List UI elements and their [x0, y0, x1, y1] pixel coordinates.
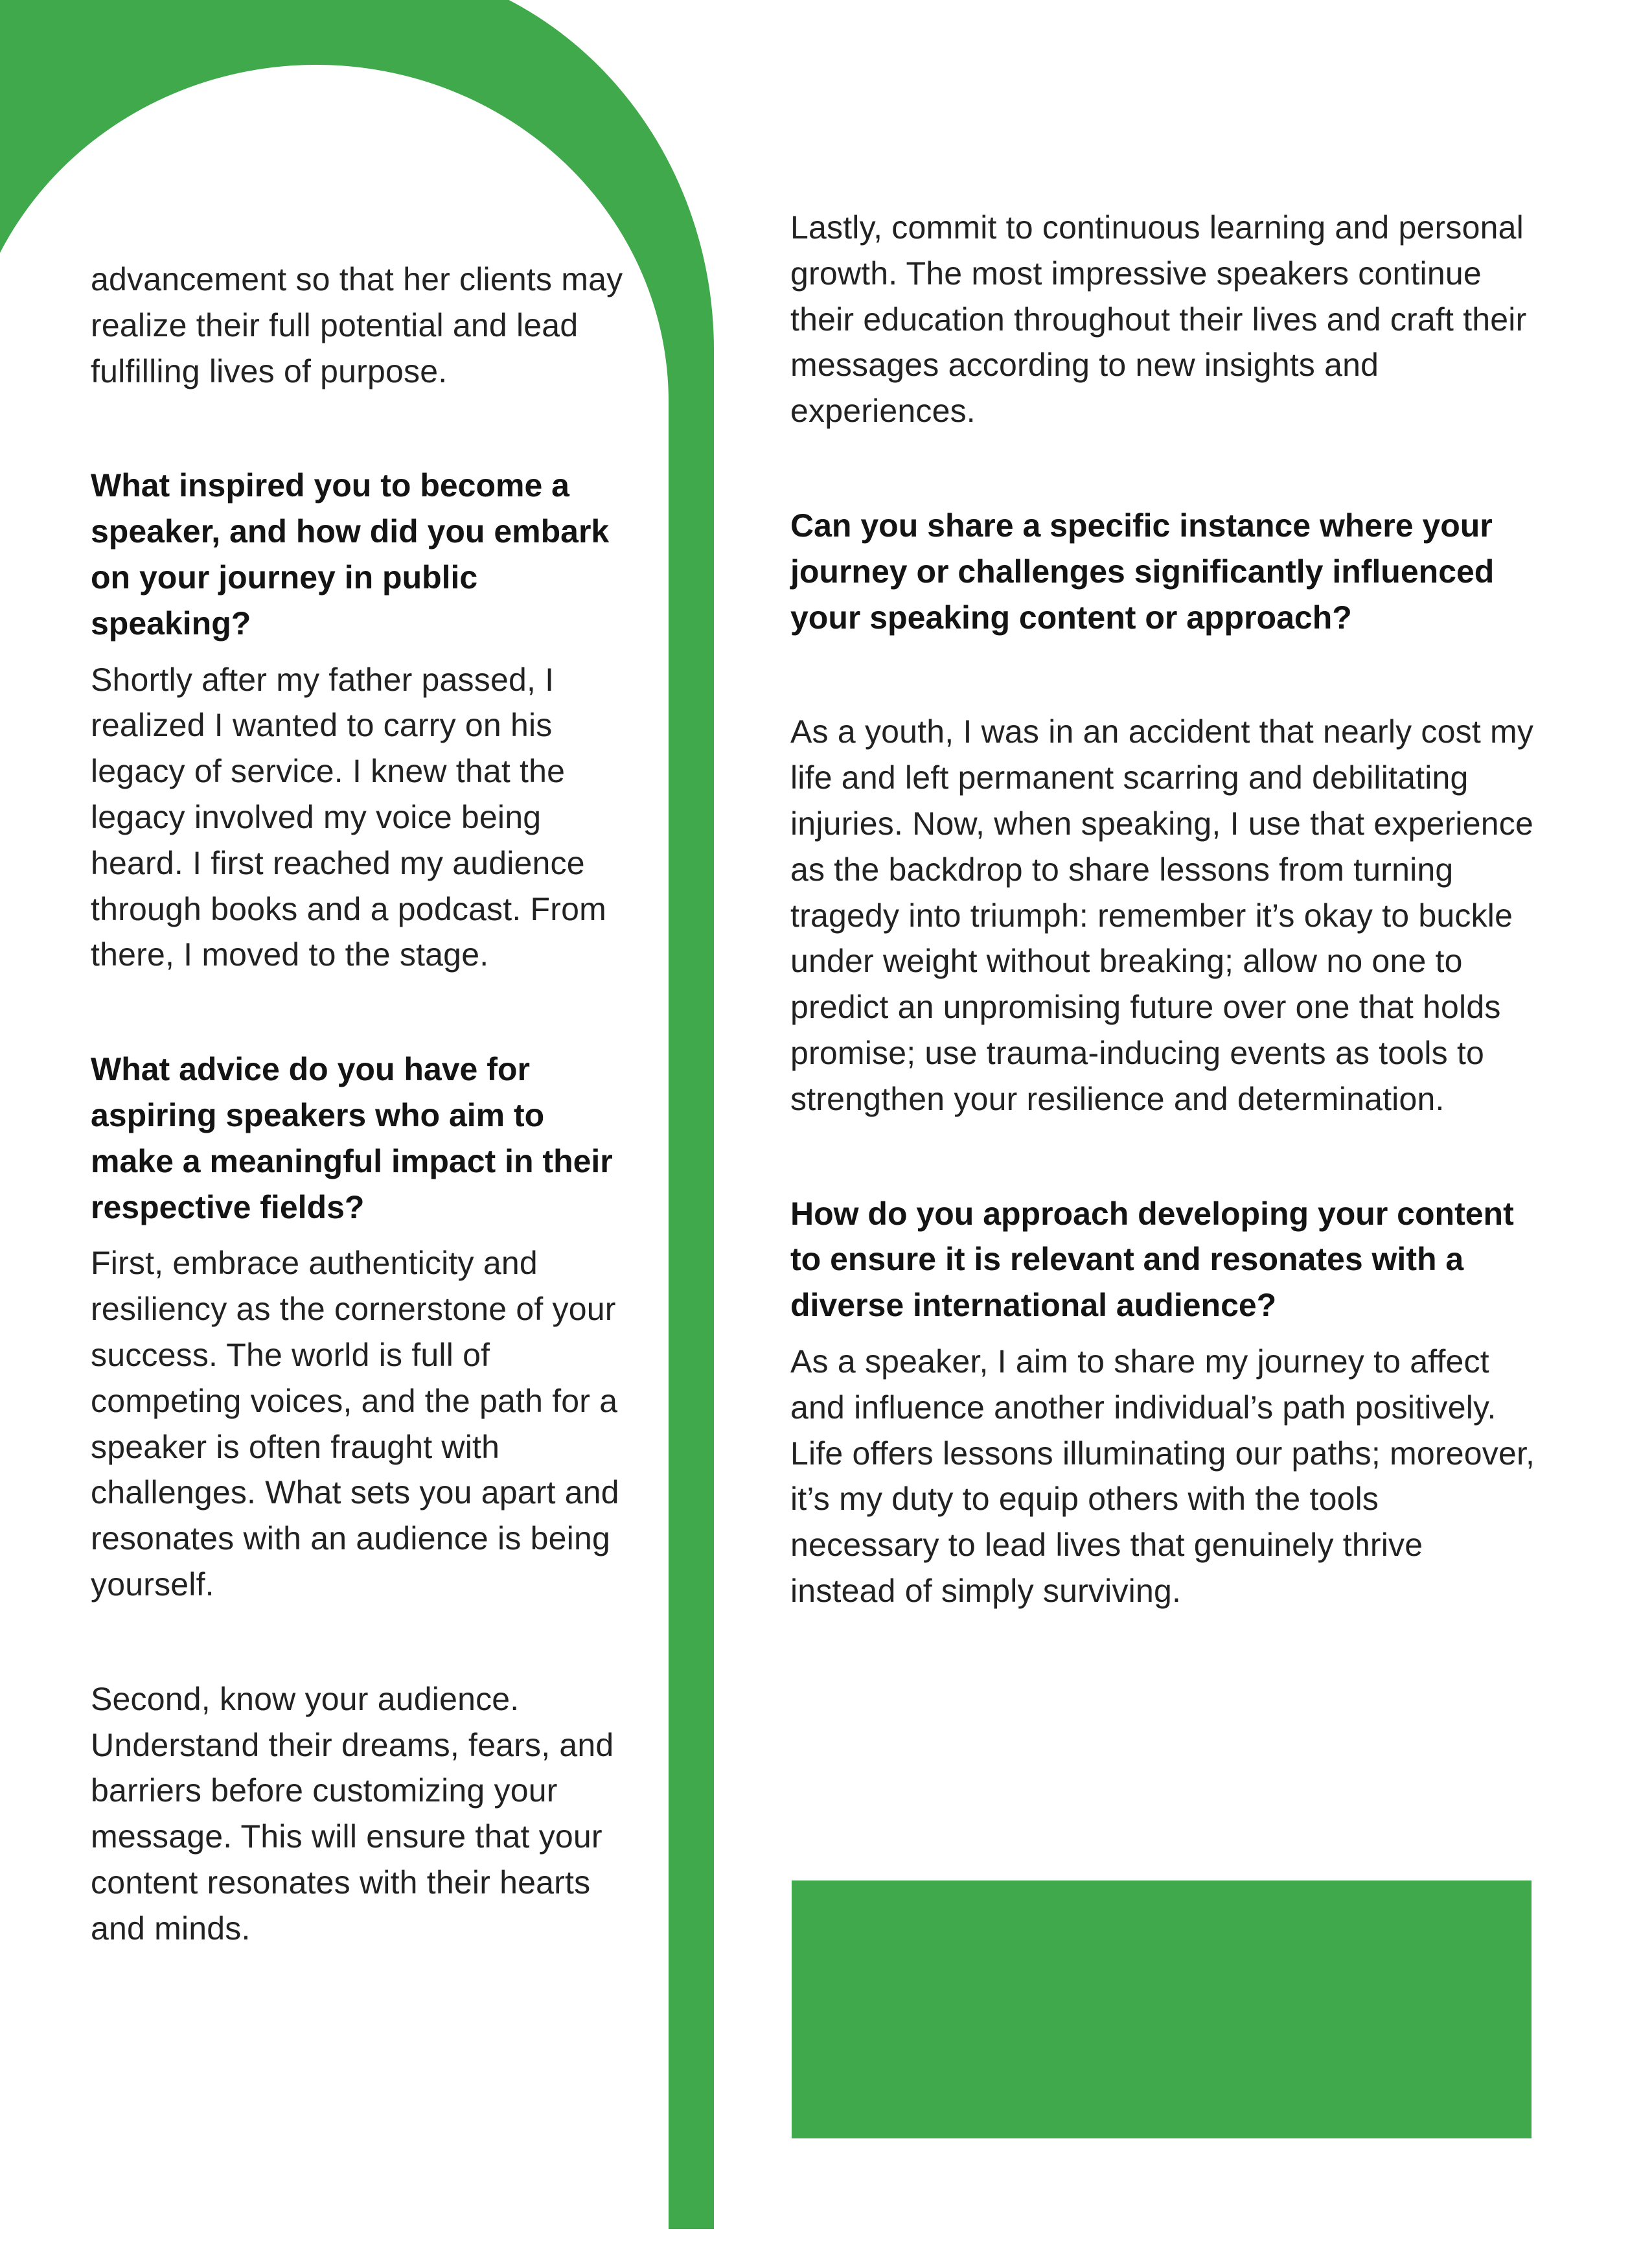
question-advice: What advice do you have for aspiring speakers who aim to make a meaningful impact in their respective fields? [91, 1051, 613, 1225]
answer-inspiration: Shortly after my father passed, I realized I wanted to carry on his legacy of service. I knew that the legacy involved my voice being heard. I first reached my audience through books and a podcast. From there, I moved to the stage. [91, 661, 606, 973]
question-specific-instance: Can you share a specific instance where your journey or challenges significantly influenced your speaking content or approach? [790, 507, 1495, 636]
right-column [790, 205, 1535, 1614]
answer-advice-second: Second, know your audience. Understand their dreams, fears, and barriers before customizing your message. This will ensure that your content resonates with their hearts and minds. [91, 1680, 614, 1947]
green-accent-box [792, 1880, 1532, 2138]
intro-paragraph: advancement so that her clients may realize their full potential and lead fulfilling lives of purpose. [91, 261, 623, 389]
question-content-approach: How do you approach developing your content to ensure it is relevant and resonates with a diverse international audience? [790, 1195, 1514, 1324]
left-column [91, 257, 628, 1952]
answer-content-approach: As a speaker, I aim to share my journey to affect and influence another individual’s path positively. Life offers lessons illuminating our paths; moreover, it’s my duty to equip others with the tools necessary to lead lives that genuinely thrive instead of simply surviving. [790, 1343, 1535, 1609]
answer-specific-instance: As a youth, I was in an accident that nearly cost my life and left permanent scarring and debilitating injuries. Now, when speaking, I use that experience as the backdrop to share lessons from turning tragedy into triumph: remember it’s okay to buckle under weight without breaking; allow no one to predict an unpromising future over one that holds promise; use trauma-inducing events as tools to strengthen your resilience and determination. [790, 713, 1534, 1117]
question-inspiration: What inspired you to become a speaker, and how did you embark on your journey in public speaking? [91, 467, 610, 642]
answer-advice-first: First, embrace authenticity and resiliency as the cornerstone of your success. The world is full of competing voices, and the path for a speaker is often fraught with challenges. What sets you apart and resonates with an audience is being yourself. [91, 1245, 619, 1603]
answer-advice-lastly: Lastly, commit to continuous learning and personal growth. The most impressive speakers continue their education throughout their lives and craft their messages according to new insights and experiences. [790, 209, 1527, 430]
